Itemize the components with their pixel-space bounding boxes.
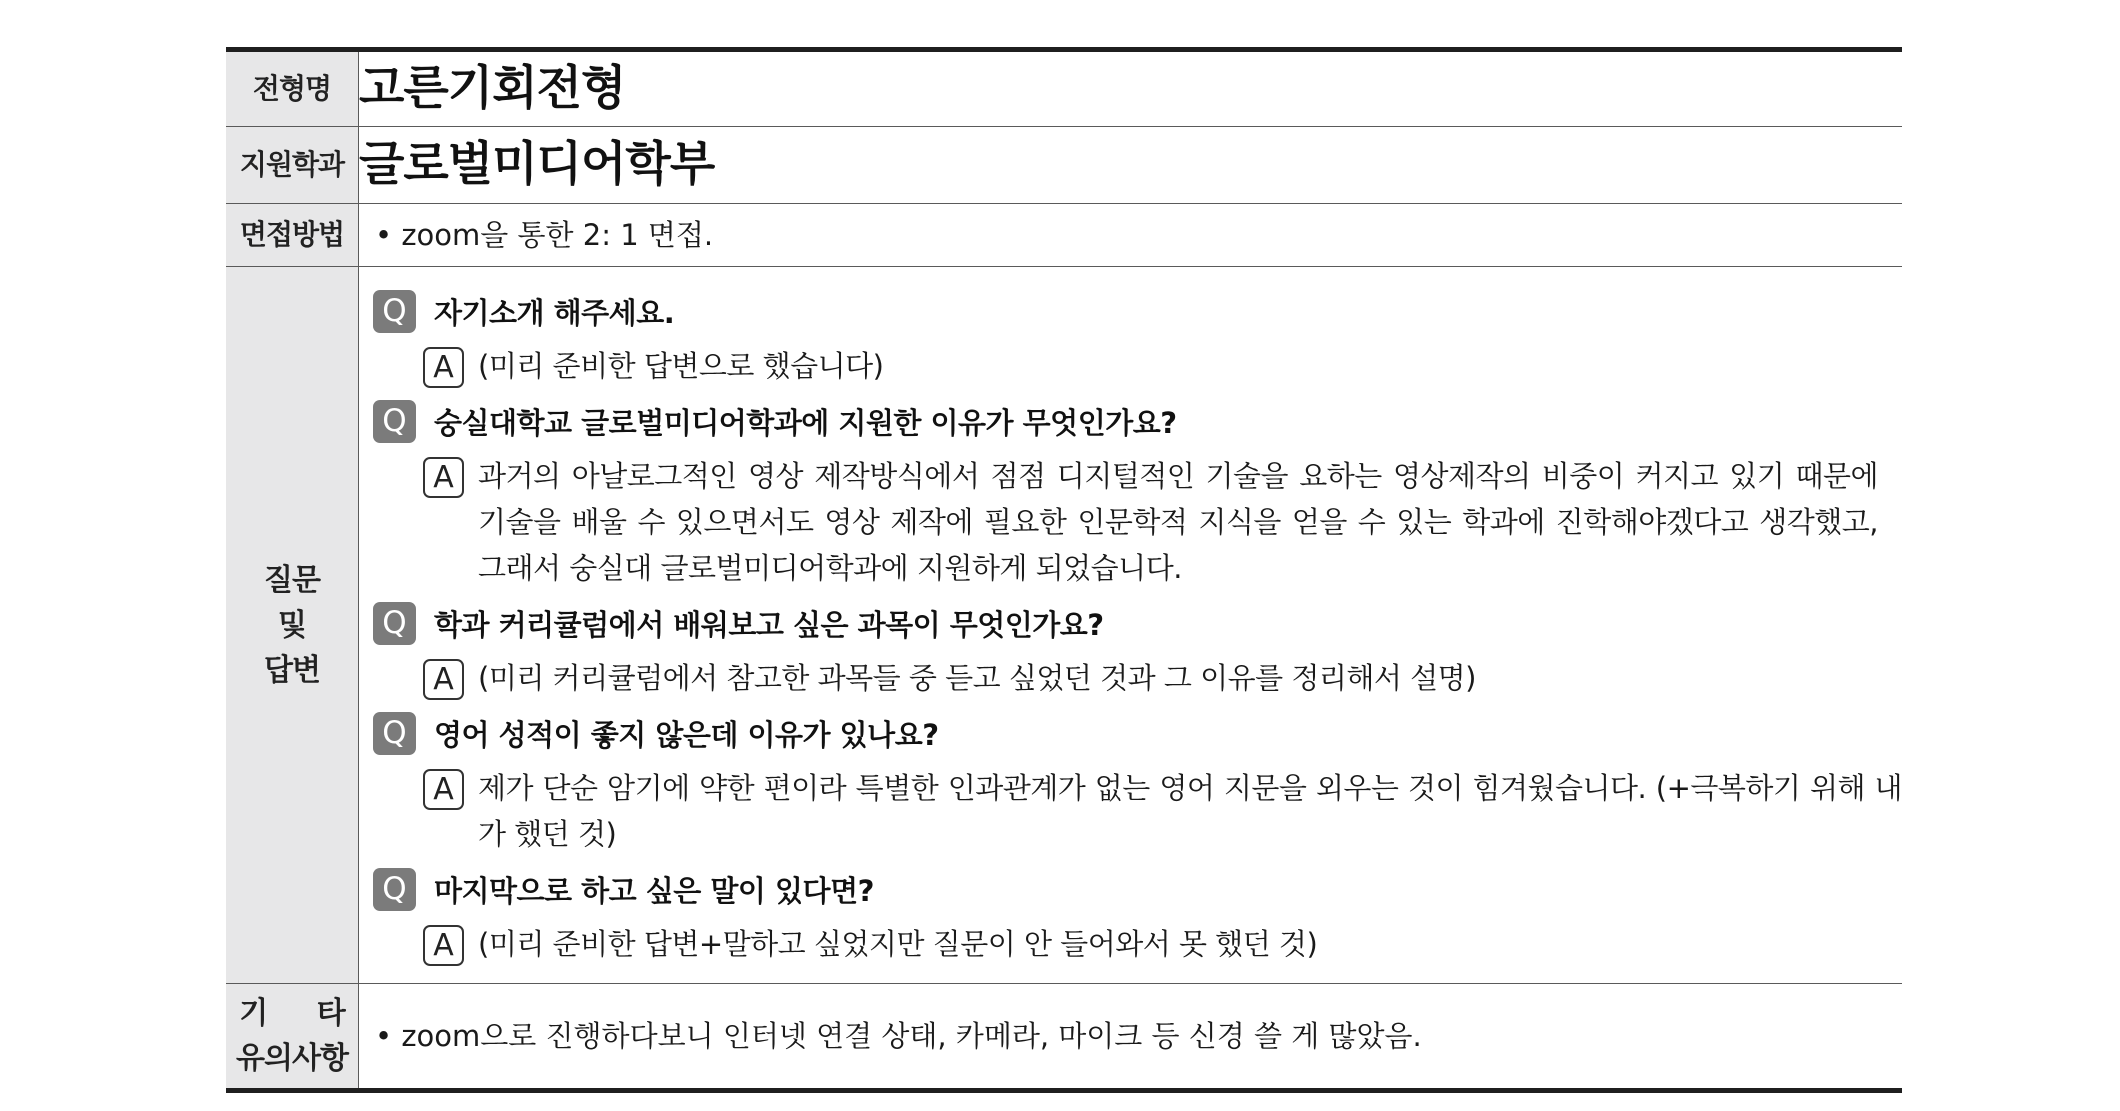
qa-label-line-1: 질문 <box>264 562 320 598</box>
department-label: 지원학과 <box>226 127 359 204</box>
answer-text: 제가 단순 암기에 약한 편이라 특별한 인과관계가 없는 영어 지문을 외우는 것이 힘겨웠습니다. (+극복하기 위해 내가 했던 것) <box>478 771 1902 851</box>
question-item <box>373 283 1902 339</box>
answer-text: (미리 준비한 답변+말하고 싶었지만 질문이 안 들어와서 못 했던 것) <box>478 927 1318 961</box>
question-badge-icon: Q <box>373 868 416 911</box>
answer-badge-icon: A <box>423 659 464 700</box>
qa-label-line-3: 답변 <box>264 652 320 688</box>
row-other-notes <box>226 984 1902 1091</box>
question-text: 마지막으로 하고 싶은 말이 있다면? <box>434 873 874 908</box>
answer-badge-icon: A <box>423 769 464 810</box>
question-badge-icon: Q <box>373 400 416 443</box>
notes-label-line-2: 유의사항 <box>236 1041 348 1076</box>
answer-text: (미리 준비한 답변으로 했습니다) <box>478 349 884 383</box>
admission-type-value-cell <box>359 50 1903 127</box>
answer-badge-icon: A <box>423 457 464 498</box>
row-admission-type <box>226 50 1902 127</box>
interview-record-sheet <box>226 47 1902 1093</box>
question-item <box>373 595 1902 651</box>
question-badge-icon: Q <box>373 712 416 755</box>
question-text: 영어 성적이 좋지 않은데 이유가 있나요? <box>434 717 939 752</box>
answer-text: (미리 커리큘럼에서 참고한 과목들 중 듣고 싶었던 것과 그 이유를 정리해서 설명) <box>478 661 1476 695</box>
interview-method-value: • zoom을 통한 2: 1 면접. <box>375 218 714 252</box>
question-item <box>373 861 1902 917</box>
answer-badge-icon: A <box>423 925 464 966</box>
qa-content-cell <box>359 267 1903 984</box>
question-item <box>373 705 1902 761</box>
department-value-cell <box>359 127 1903 204</box>
row-department <box>226 127 1902 204</box>
qa-label <box>226 267 359 984</box>
notes-label-line-1: 기 타 <box>239 996 345 1031</box>
question-badge-icon: Q <box>373 290 416 333</box>
notes-value: • zoom으로 진행하다보니 인터넷 연결 상태, 카메라, 마이크 등 신경 쓸 게 많았음. <box>375 1019 1422 1053</box>
row-questions-answers <box>226 267 1902 984</box>
question-text: 숭실대학교 글로벌미디어학과에 지원한 이유가 무엇인가요? <box>434 405 1177 440</box>
answer-item <box>423 655 1902 701</box>
answer-item <box>423 765 1902 857</box>
interview-method-label: 면접방법 <box>226 204 359 267</box>
department-value: 글로벌미디어학부 <box>359 137 715 192</box>
answer-item <box>423 921 1902 967</box>
answer-badge-icon: A <box>423 347 464 388</box>
question-badge-icon: Q <box>373 602 416 645</box>
answer-text: 과거의 아날로그적인 영상 제작방식에서 점점 디지털적인 기술을 요하는 영상제작의 비중이 커지고 있기 때문에 기술을 배울 수 있으면서도 영상 제작에 필요한 인문학적 지식을 얻을 수 있는 학과에 진학해야겠다고 생각했고, 그래서 숭실대 글로벌미디어학과에 지원하게 되었습니다. <box>478 459 1878 585</box>
answer-item <box>423 343 1902 389</box>
admission-type-value: 고른기회전형 <box>359 61 626 116</box>
interview-record-table <box>226 47 1902 1093</box>
qa-list <box>359 267 1902 983</box>
admission-type-label: 전형명 <box>226 50 359 127</box>
qa-label-line-2: 및 <box>278 607 306 643</box>
question-text: 자기소개 해주세요. <box>434 295 675 330</box>
question-item <box>373 393 1902 449</box>
interview-method-value-cell <box>359 204 1903 267</box>
notes-value-cell <box>359 984 1903 1091</box>
answer-item <box>423 453 1902 591</box>
question-text: 학과 커리큘럼에서 배워보고 싶은 과목이 무엇인가요? <box>434 607 1104 642</box>
notes-label <box>226 984 359 1091</box>
row-interview-method <box>226 204 1902 267</box>
